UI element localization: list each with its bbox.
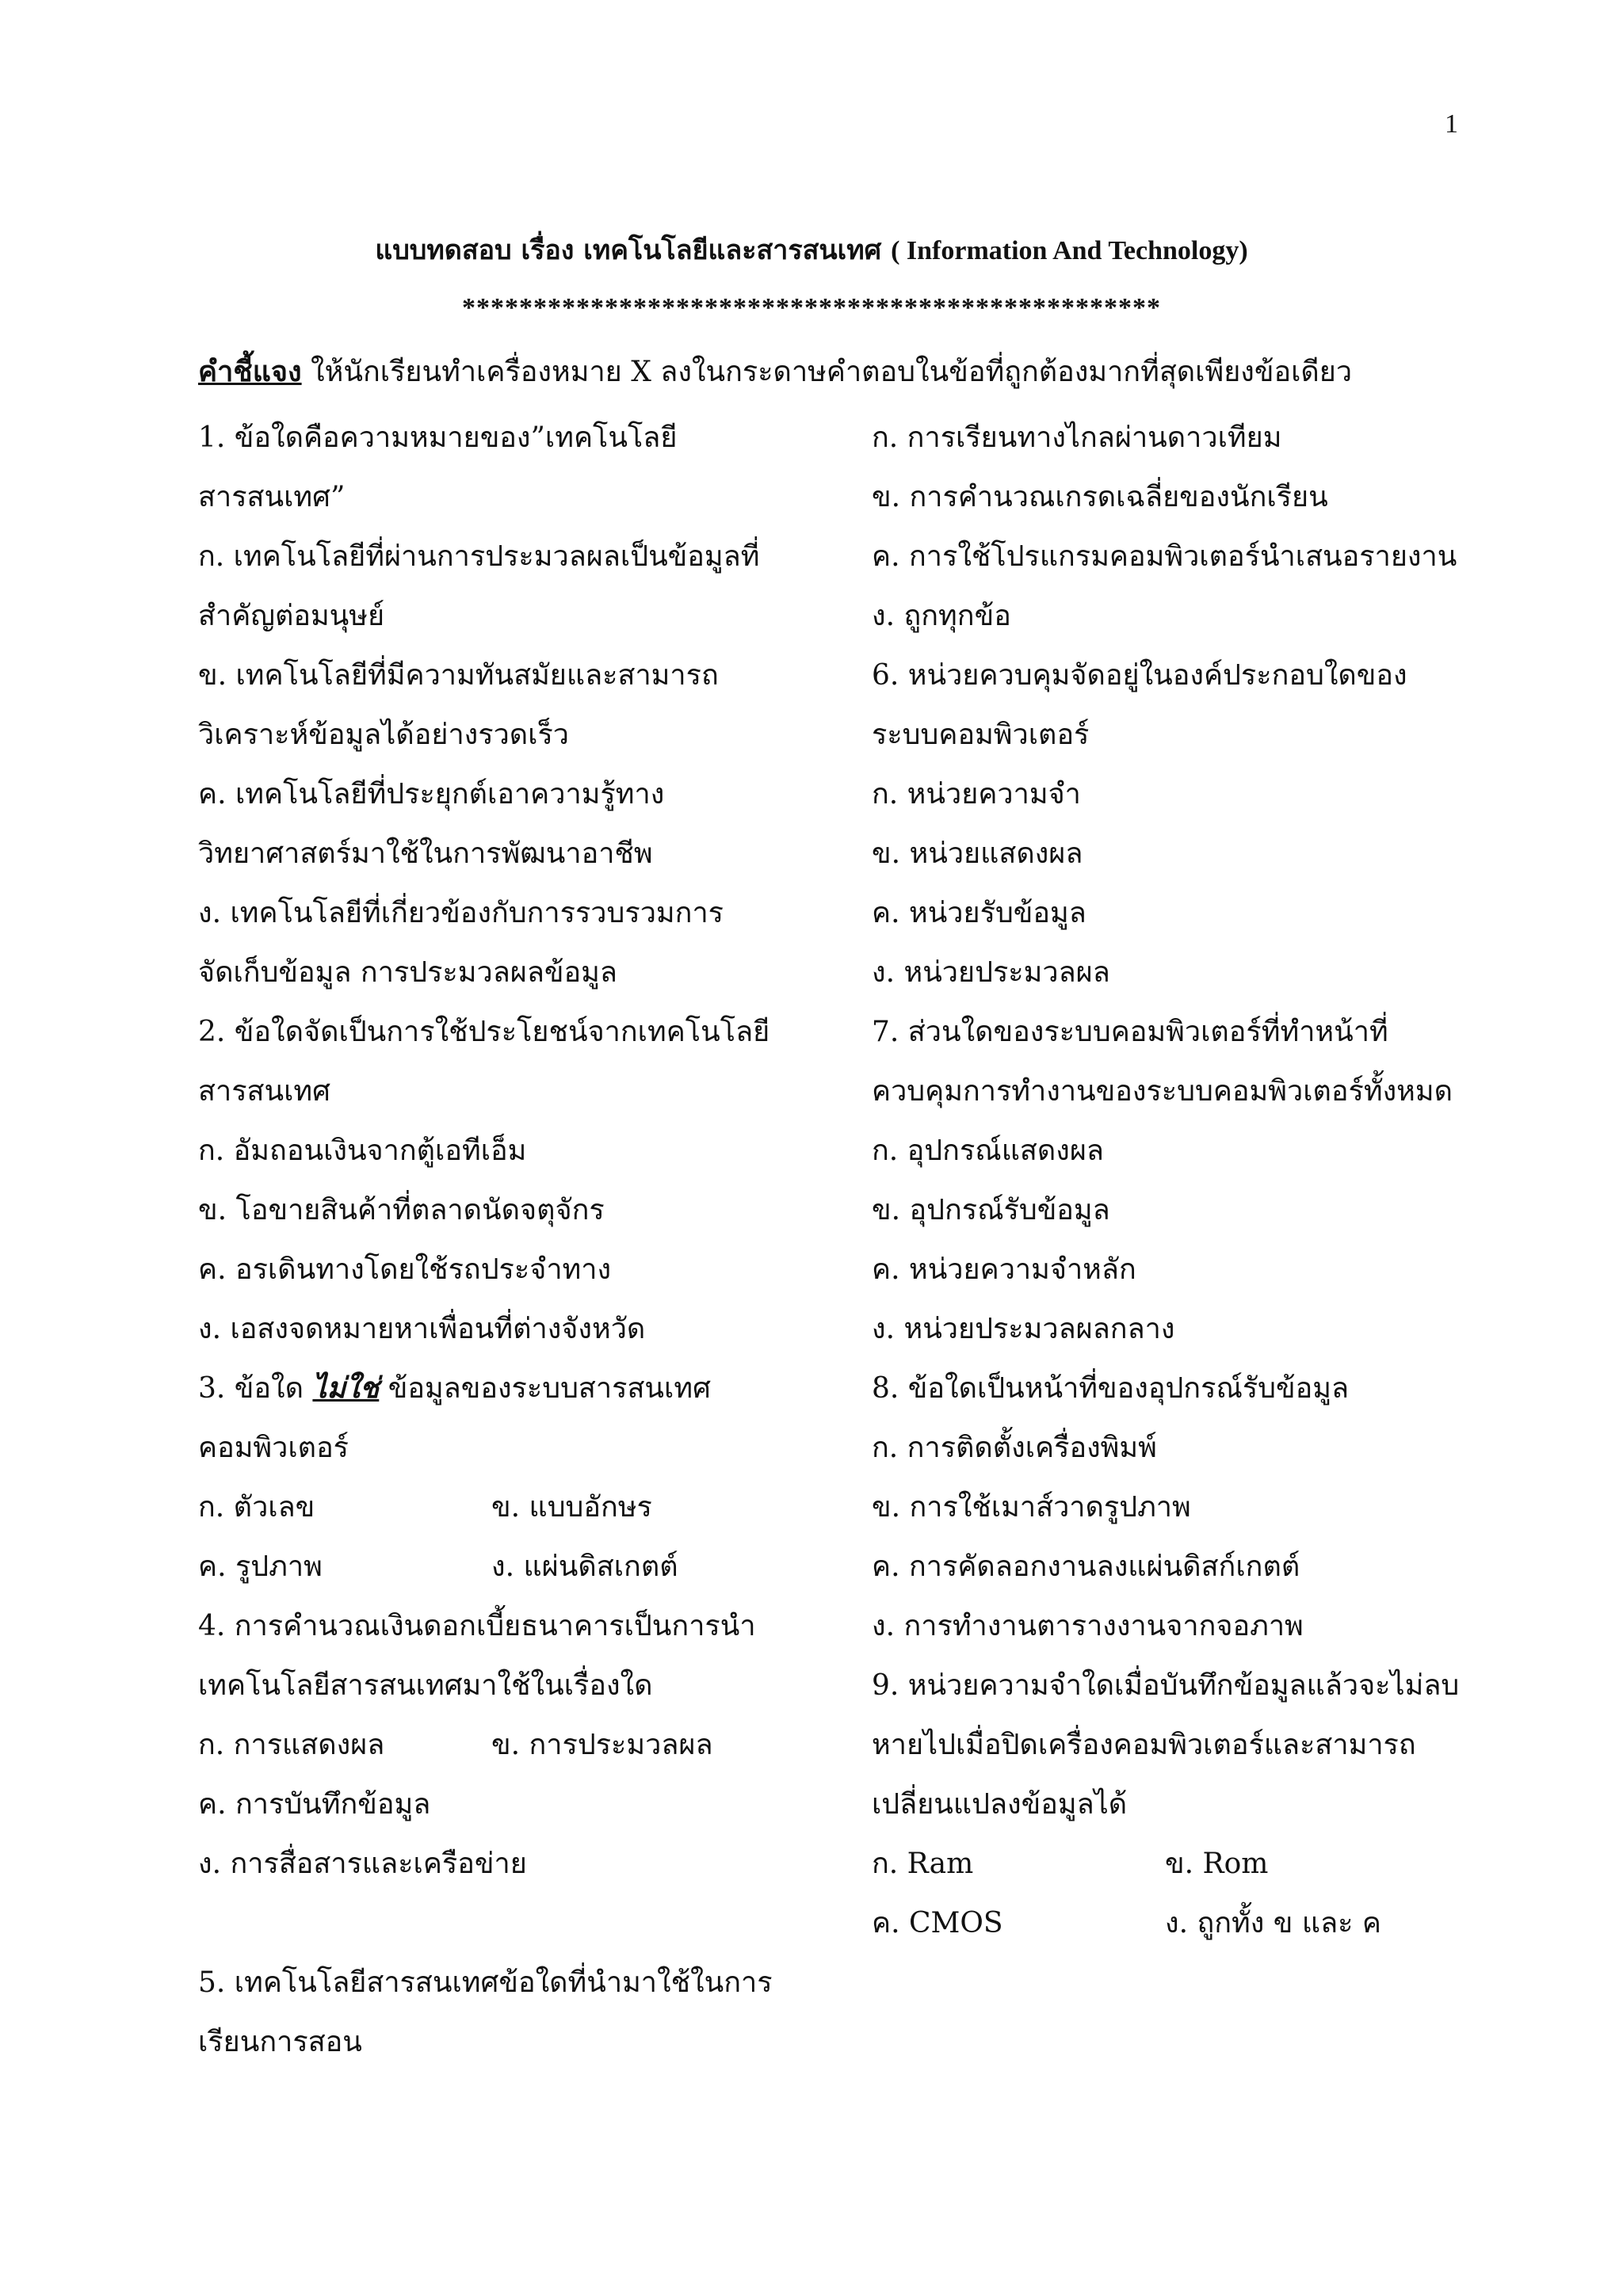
- q3-choices-row-1: [198, 1478, 880, 1537]
- q6-choice-b: ข. หน่วยแสดงผล: [872, 837, 1083, 870]
- q3-choice-a: ก. ตัวเลข: [198, 1491, 315, 1524]
- q9-choice-d: ง. ถูกทั้ง ข และ ค: [1165, 1907, 1381, 1939]
- q8-choice-c: ค. การคัดลอกงานลงแผ่นดิสก์เกตต์: [872, 1550, 1300, 1583]
- q3-prefix: 3. ข้อใด: [198, 1372, 313, 1405]
- q6-choice-c: ค. หน่วยรับข้อมูล: [872, 897, 1086, 929]
- q5-choice-d: ง. ถูกทุกข้อ: [872, 600, 1011, 632]
- q9-choice-b: ข. Rom: [1165, 1848, 1269, 1880]
- q3-suffix: ข้อมูลของระบบสารสนเทศ: [379, 1372, 711, 1405]
- q2-choice-d: ง. เอสงจดหมายหาเพื่อนที่ต่างจังหวัด: [198, 1313, 646, 1345]
- question-4-line-1: 4. การคำนวณเงินดอกเบี้ยธนาคารเป็นการนำ: [198, 1610, 756, 1642]
- q8-choice-b: ข. การใช้เมาส์วาดรูปภาพ: [872, 1491, 1191, 1524]
- q1-choice-d-line-2: จัดเก็บข้อมูล การประมวลผลข้อมูล: [198, 956, 617, 989]
- question-5-line-1: 5. เทคโนโลยีสารสนเทศข้อใดที่นำมาใช้ในการ: [198, 1966, 773, 1999]
- q1-choice-b-line-1: ข. เทคโนโลยีที่มีความทันสมัยและสามารถ: [198, 659, 719, 692]
- q4-choice-b: ข. การประมวลผล: [491, 1729, 713, 1761]
- instructions: [198, 349, 1352, 394]
- q3-choice-c: ค. รูปภาพ: [198, 1550, 323, 1583]
- q1-choice-d-line-1: ง. เทคโนโลยีที่เกี่ยวข้องกับการรวบรวมการ: [198, 897, 724, 929]
- q1-choice-c-line-2: วิทยาศาสตร์มาใช้ในการพัฒนาอาชีพ: [198, 837, 653, 870]
- q1-choice-a-line-2: สำคัญต่อมนุษย์: [198, 600, 385, 632]
- q7-choice-d: ง. หน่วยประมวลผลกลาง: [872, 1313, 1175, 1345]
- right-column: [872, 408, 1474, 1953]
- question-4-line-2: เทคโนโลยีสารสนเทศมาใช้ในเรื่องใด: [198, 1669, 653, 1702]
- question-1-line-1: 1. ข้อใดคือความหมายของ”เทคโนโลยี: [198, 421, 678, 454]
- q9-choices-row-1: [872, 1834, 1474, 1894]
- q4-choice-d: ง. การสื่อสารและเครือข่าย: [198, 1848, 527, 1880]
- question-7-line-2: ควบคุมการทำงานของระบบคอมพิวเตอร์ทั้งหมด: [872, 1075, 1453, 1108]
- q1-choice-a-line-1: ก. เทคโนโลยีที่ผ่านการประมวลผลเป็นข้อมูลที่: [198, 540, 760, 573]
- q4-choice-c: ค. การบันทึกข้อมูล: [198, 1788, 431, 1821]
- instructions-label: คำชี้แจง: [198, 355, 302, 388]
- q7-choice-b: ข. อุปกรณ์รับข้อมูล: [872, 1194, 1110, 1226]
- title-thai: แบบทดสอบ เรื่อง เทคโนโลยีและสารสนเทศ: [375, 235, 882, 266]
- q5-choice-a: ก. การเรียนทางไกลผ่านดาวเทียม: [872, 421, 1282, 454]
- question-7-line-1: 7. ส่วนใดของระบบคอมพิวเตอร์ที่ทำหน้าที่: [872, 1016, 1388, 1048]
- q4-choices-row-1: [198, 1715, 880, 1775]
- question-2-line-1: 2. ข้อใดจัดเป็นการใช้ประโยชน์จากเทคโนโลยี: [198, 1016, 770, 1048]
- document-title: [0, 228, 1623, 271]
- q9-choices-row-2: [872, 1894, 1474, 1953]
- q3-choices-row-2: [198, 1537, 880, 1596]
- question-1-line-2: สารสนเทศ”: [198, 481, 346, 513]
- q6-choice-d: ง. หน่วยประมวลผล: [872, 956, 1110, 989]
- instructions-text: ให้นักเรียนทำเครื่องหมาย X ลงในกระดาษคำตอบในข้อที่ถูกต้องมากที่สุดเพียงข้อเดียว: [301, 356, 1353, 388]
- q9-choice-a: ก. Ram: [872, 1848, 974, 1880]
- q6-choice-a: ก. หน่วยความจำ: [872, 778, 1081, 810]
- q7-choice-a: ก. อุปกรณ์แสดงผล: [872, 1135, 1104, 1167]
- q2-choice-b: ข. โอขายสินค้าที่ตลาดนัดจตุจักร: [198, 1194, 605, 1226]
- question-2-line-2: สารสนเทศ: [198, 1075, 330, 1108]
- question-9-line-2: หายไปเมื่อปิดเครื่องคอมพิวเตอร์และสามารถ: [872, 1729, 1416, 1761]
- question-6-line-1: 6. หน่วยควบคุมจัดอยู่ในองค์ประกอบใดของ: [872, 659, 1407, 692]
- question-3-line-2: คอมพิวเตอร์: [198, 1432, 349, 1464]
- question-5-line-2: เรียนการสอน: [198, 2026, 362, 2058]
- page-number: 1: [1445, 109, 1458, 139]
- q3-negation: ไม่ใช่: [312, 1371, 380, 1405]
- divider: *************************************************: [462, 293, 1161, 322]
- q8-choice-d: ง. การทำงานตารางงานจากจอภาพ: [872, 1610, 1304, 1642]
- question-9-line-3: เปลี่ยนแปลงข้อมูลได้: [872, 1788, 1128, 1821]
- q2-choice-a: ก. อัมถอนเงินจากตู้เอทีเอ็ม: [198, 1135, 527, 1167]
- q5-choice-c: ค. การใช้โปรแกรมคอมพิวเตอร์นำเสนอรายงาน: [872, 540, 1457, 573]
- q3-choice-b: ข. แบบอักษร: [491, 1491, 652, 1524]
- q8-choice-a: ก. การติดตั้งเครื่องพิมพ์: [872, 1432, 1157, 1464]
- q1-choice-b-line-2: วิเคราะห์ข้อมูลได้อย่างรวดเร็ว: [198, 719, 570, 751]
- question-6-line-2: ระบบคอมพิวเตอร์: [872, 719, 1090, 751]
- question-3-line-1: [198, 1359, 880, 1418]
- question-8: 8. ข้อใดเป็นหน้าที่ของอุปกรณ์รับข้อมูล: [872, 1372, 1350, 1405]
- q7-choice-c: ค. หน่วยความจำหลัก: [872, 1253, 1136, 1286]
- q1-choice-c-line-1: ค. เทคโนโลยีที่ประยุกต์เอาความรู้ทาง: [198, 778, 665, 810]
- q5-choice-b: ข. การคำนวณเกรดเฉลี่ยของนักเรียน: [872, 481, 1328, 513]
- q2-choice-c: ค. อรเดินทางโดยใช้รถประจำทาง: [198, 1253, 612, 1286]
- blank-line: [198, 1894, 880, 1953]
- q3-choice-d: ง. แผ่นดิสเกตต์: [491, 1550, 678, 1583]
- left-column: [198, 408, 880, 2072]
- question-9-line-1: 9. หน่วยความจำใดเมื่อบันทึกข้อมูลแล้วจะไม่ลบ: [872, 1669, 1460, 1702]
- title-english: ( Information And Technology): [891, 236, 1248, 265]
- q4-choice-a: ก. การแสดงผล: [198, 1729, 385, 1761]
- q9-choice-c: ค. CMOS: [872, 1907, 1003, 1939]
